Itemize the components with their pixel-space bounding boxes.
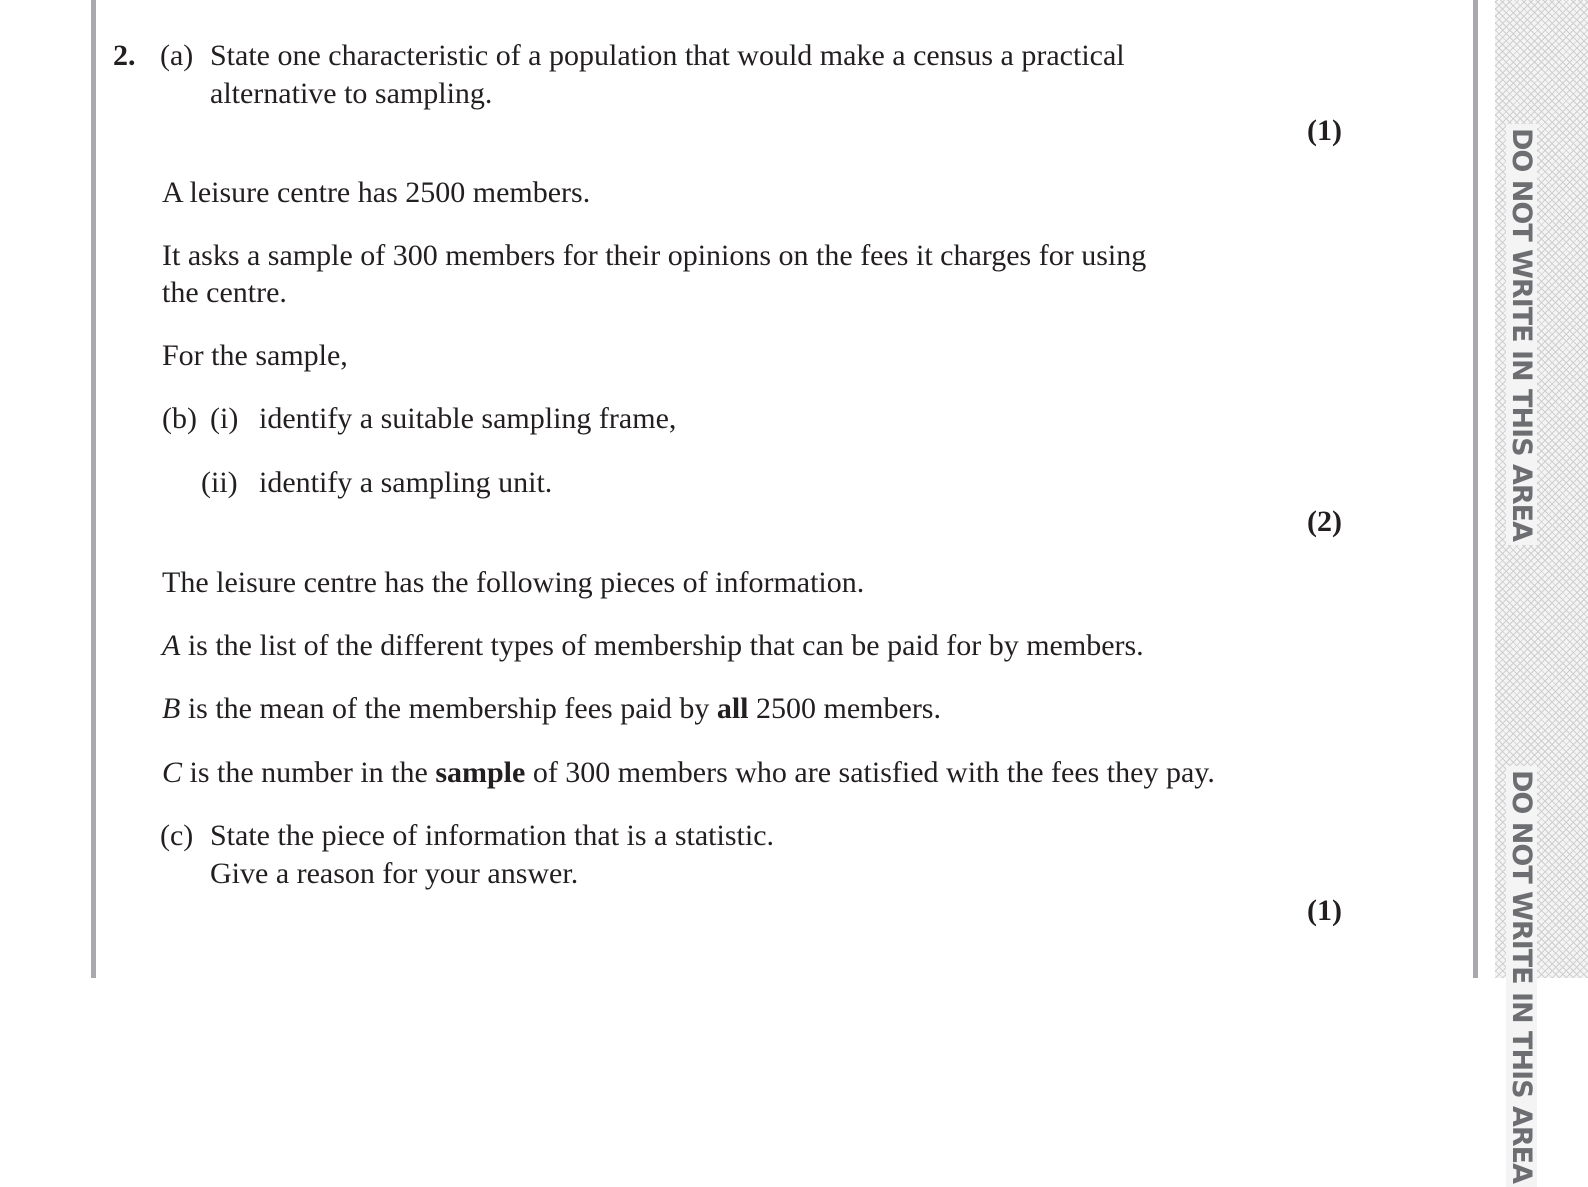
part-b-ii-label: (ii) [201,466,238,499]
context-for-the-sample: For the sample, [162,339,348,372]
part-a-label: (a) [160,39,194,72]
info-a-line [162,628,1144,664]
context-sample-line1: It asks a sample of 300 members for their opinions on the fees it charges for using [162,239,1147,272]
margin-warning-text: DO NOT WRITE IN THIS AREA [1506,124,1537,545]
part-b-i-label: (i) [210,402,239,435]
part-b-i-text: identify a suitable sampling frame, [259,402,677,435]
info-b-text-2: 2500 members. [748,692,941,725]
part-b-label: (b) [162,402,197,435]
part-c-text-line1: State the piece of information that is a statistic. [210,819,775,852]
part-c-label: (c) [160,819,194,852]
context-members: A leisure centre has 2500 members. [162,176,591,209]
part-a-text-line2: alternative to sampling. [210,77,493,110]
part-a-marks: (1) [1307,114,1342,147]
info-c-variable: C [162,756,183,789]
info-intro: The leisure centre has the following pieces of information. [162,566,865,599]
part-c-marks: (1) [1307,894,1342,927]
info-b-line [162,691,941,727]
part-b-ii-text: identify a sampling unit. [259,466,553,499]
info-c-text-1: is the number in the [182,756,436,789]
margin-warning-text: DO NOT WRITE IN THIS AREA [1506,766,1537,1187]
info-c-bold: sample [435,756,526,789]
context-sample-line2: the centre. [162,276,287,309]
part-c-text-line2: Give a reason for your answer. [210,857,579,890]
info-a-variable: A [162,629,181,662]
question-number: 2. [113,39,136,72]
info-b-text-1: is the mean of the membership fees paid by [180,692,717,725]
info-c-text-2: of 300 members who are satisfied with the fees they pay. [525,756,1215,789]
info-a-text: is the list of the different types of membership that can be paid for by members. [180,629,1144,662]
right-margin-rule [1473,0,1478,978]
part-b-marks: (2) [1307,505,1342,538]
part-a-text-line1: State one characteristic of a population that would make a census a practical [210,39,1125,72]
left-margin-rule [91,0,96,978]
info-c-line [162,755,1215,791]
info-b-variable: B [162,692,181,725]
info-b-bold: all [716,692,749,725]
